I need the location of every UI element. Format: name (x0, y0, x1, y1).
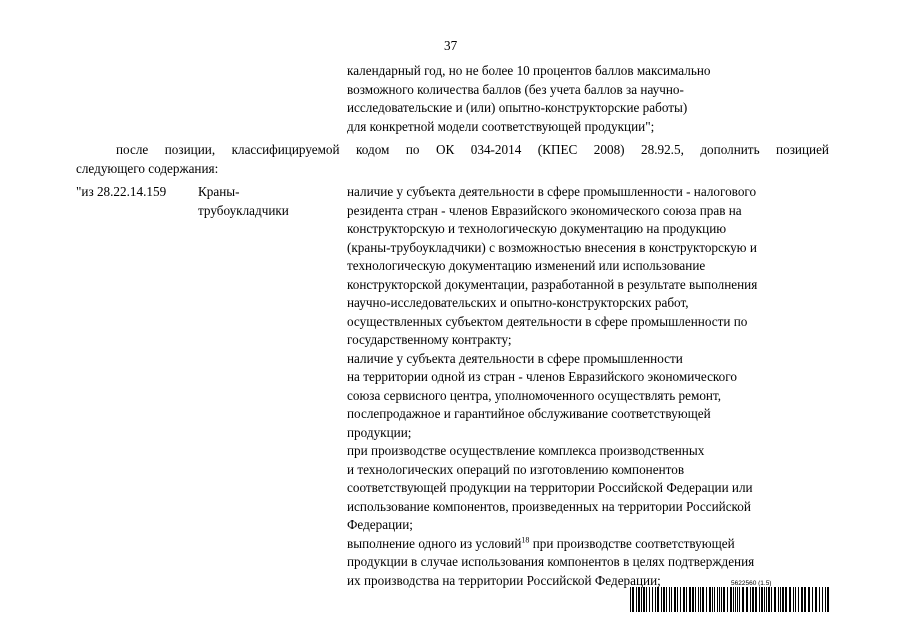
entry-name-line: трубоукладчики (198, 202, 289, 218)
desc-line: осуществленных субъектом деятельности в сфере промышленности по (347, 313, 748, 329)
desc-line: соответствующей продукции на территории Российской Федерации или (347, 480, 753, 495)
desc-line: продукции; (347, 424, 412, 440)
desc-line: наличие у субъекта деятельности в сфере промышленности (347, 350, 683, 366)
desc-line: конструкторскую и технологическую документацию на продукцию (347, 221, 727, 236)
intro-line: следующего содержания: (76, 160, 219, 176)
desc-line: научно-исследовательских и опытно-конструкторских работ, (347, 295, 689, 310)
desc-line: их производства на территории Российской Федерации; (347, 572, 661, 588)
desc-line: послепродажное и гарантийное обслуживание соответствующей (347, 406, 711, 421)
page-number: 37 (444, 38, 458, 53)
footnote-reference[interactable]: 18 (521, 535, 530, 545)
entry-name-line: Краны- (198, 184, 240, 199)
text-line: календарный год, но не более 10 процентов баллов максимально (347, 63, 711, 78)
amendment-intro (76, 141, 829, 178)
desc-line: союза сервисного центра, уполномоченного осуществлять ремонт, (347, 387, 722, 403)
description-lines (347, 183, 837, 535)
desc-line: технологическую документацию изменений или использование (347, 258, 706, 273)
entry-code: "из 28.22.14.159 (76, 184, 167, 199)
desc-line: Федерации; (347, 517, 413, 532)
previous-entry-text (347, 62, 847, 136)
desc-line: (краны-трубоукладчики) с возможностью внесения в конструкторскую и (347, 239, 757, 255)
desc-text: выполнение одного из условий (347, 535, 522, 551)
desc-line: продукции в случае использования компонентов в целях подтверждения (347, 554, 755, 569)
desc-line: конструкторской документации, разработанной в результате выполнения (347, 276, 758, 292)
desc-line: использование компонентов, произведенных на территории Российской (347, 498, 751, 514)
desc-line: резидента стран - членов Евразийского экономического союза прав на (347, 202, 742, 218)
desc-line: на территории одной из стран - членов Евразийского экономического (347, 369, 737, 384)
text-line: для конкретной модели соответствующей продукции"; (347, 118, 655, 134)
desc-text: при производстве соответствующей (529, 535, 735, 551)
desc-line: и технологических операций по изготовлению компонентов (347, 461, 685, 477)
desc-line: при производстве осуществление комплекса производственных (347, 443, 705, 458)
barcode-image (630, 587, 829, 612)
text-line: исследовательские и (или) опытно-конструкторские работы) (347, 100, 688, 115)
desc-line: наличие у субъекта деятельности в сфере промышленности - налогового (347, 184, 757, 199)
desc-line: государственному контракту; (347, 332, 512, 347)
entry-description (347, 183, 837, 590)
entry-name (198, 183, 289, 220)
desc-line-with-footnote (347, 535, 837, 554)
barcode-code: 5622560 (1.5) (731, 580, 772, 587)
intro-line: после позиции, классифицируемой кодом по ОК 034-2014 (КПЕС 2008) 28.92.5, дополнить позицией (116, 142, 829, 157)
text-line: возможного количества баллов (без учета баллов за научно- (347, 81, 684, 97)
